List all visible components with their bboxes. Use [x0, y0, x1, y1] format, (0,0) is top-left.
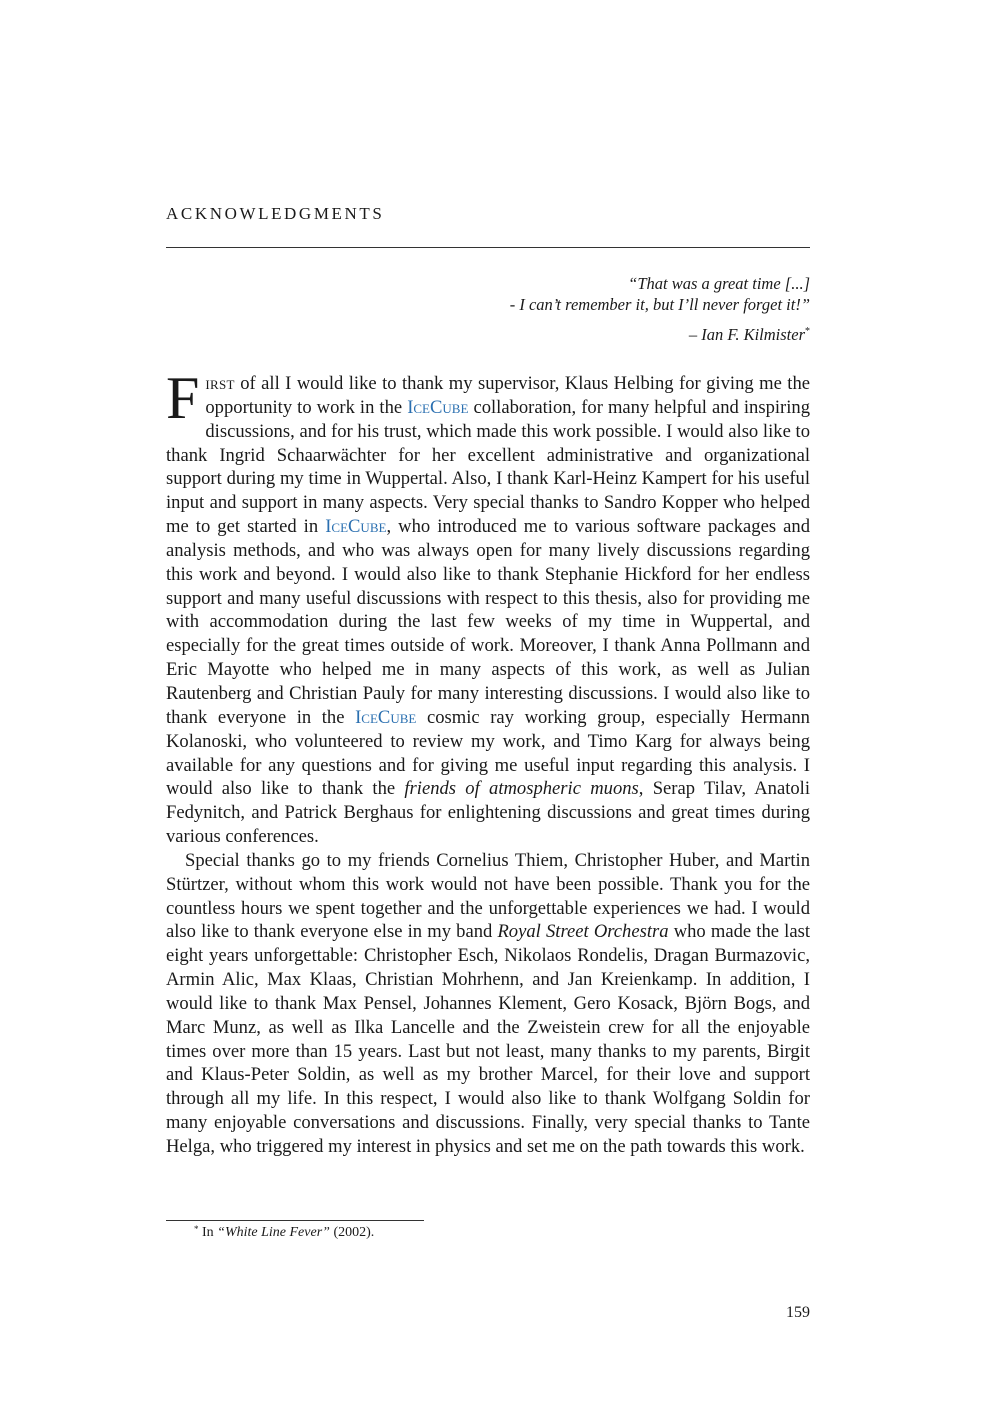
chapter-divider [166, 247, 810, 248]
text-run: cosmic ray working group, especially Hermann Kolanoski, who volunteered to review my work, and Timo Karg for always being available for any questions and for giving me useful input regarding this analysis. I would also like to thank the [166, 706, 810, 800]
acknowledgments-body [166, 365, 811, 1159]
drop-cap: F [166, 365, 200, 431]
chapter-title: ACKNOWLEDGMENTS [166, 204, 385, 223]
text-run: collaboration, for many helpful and inspiring discussions, and for his trust, which made this work possible. I would also like to thank Ingrid Schaarwächter for her excellent administrative and organizational support during my time in Wuppertal. Also, I thank Karl-Heinz Kampert for his useful input and support in many aspects. Very special thanks to Sandro Kopper who helped me to get started in [166, 396, 810, 538]
footnote-year: (2002). [329, 1225, 375, 1240]
page-number: 159 [786, 1304, 810, 1321]
text-run: Special thanks go to my friends Cornelius Thiem, Christopher Huber, and Martin Stürtzer, without whom this work would not have been possible. Thank you for the countless hours we spent together and the unforgettable experiences we had. I would also like to thank everyone else in my band [166, 849, 810, 943]
small-caps-lead: irst [205, 373, 235, 394]
icecube-link[interactable]: IceCube [355, 706, 417, 728]
icecube-link[interactable]: IceCube [407, 396, 469, 418]
footnote-divider [166, 1220, 424, 1221]
text-run: of all I would like to thank my supervisor, Klaus Helbing for giving me the opportunity to work in the [205, 373, 810, 418]
footnote-prefix: In [198, 1225, 218, 1240]
text-run: who made the last eight years unforgettable: Christopher Esch, Nikolaos Rondelis, Dragan Burmazovic, Armin Alic, Max Klaas, Christian Mohrhenn, and Jan Kreienkamp. In addition, I would like to thank Max Pensel, Johannes Klement, Gero Kosack, Björn Bogs, and Marc Munz, as well as Ilka Lancelle and the Zweistein crew for all the enjoyable times over more than 15 years. Last but not least, many thanks to my parents, Birgit and Klaus-Peter Soldin, as well as my brother Marcel, for their love and support through all my life. In this respect, I would also like to thank Wolfgang Soldin for many enjoyable conversations and discussions. Finally, very special thanks to Tante Helga, who triggered my interest in physics and set me on the path towards this work. [166, 921, 811, 1157]
epigraph-footnote-marker[interactable]: * [805, 326, 810, 337]
epigraph-attribution-line [510, 321, 810, 345]
epigraph [510, 273, 810, 345]
text-run: , Serap Tilav, Anatoli Fedynitch, and Patrick Berghaus for enlightening discussions and great times during various conferences. [166, 778, 810, 848]
text-run: , who introduced me to various software packages and analysis methods, and who was always open for many lively discussions regarding this work and beyond. I would also like to thank Stephanie Hickford for her endless support and many useful discussions with respect to this thesis, also for providing me with accommodation during the last few weeks of my time in Wuppertal, and especially for the great times outside of work. Moreover, I thank Anna Pollmann and Eric Mayotte who helped me in many aspects of this work, as well as Julian Rautenberg and Christian Pauly for many interesting discussions. I would also like to thank everyone in the [166, 516, 810, 728]
italic-phrase: friends of atmospheric muons [404, 778, 639, 800]
page [166, 0, 810, 1414]
footnote [194, 1224, 374, 1241]
band-name: Royal Street Orchestra [497, 921, 669, 943]
paragraph-2 [166, 849, 810, 1159]
footnote-title: “White Line Fever” [217, 1225, 330, 1240]
epigraph-line-2: - I can’t remember it, but I’ll never forget it!” [509, 295, 810, 314]
icecube-link[interactable]: IceCube [325, 516, 387, 538]
epigraph-line-1: “That was a great time [...] [628, 274, 810, 293]
epigraph-attribution: – Ian F. Kilmister [688, 325, 805, 344]
paragraph-1 [166, 365, 810, 849]
footnote-marker: * [194, 1224, 199, 1234]
